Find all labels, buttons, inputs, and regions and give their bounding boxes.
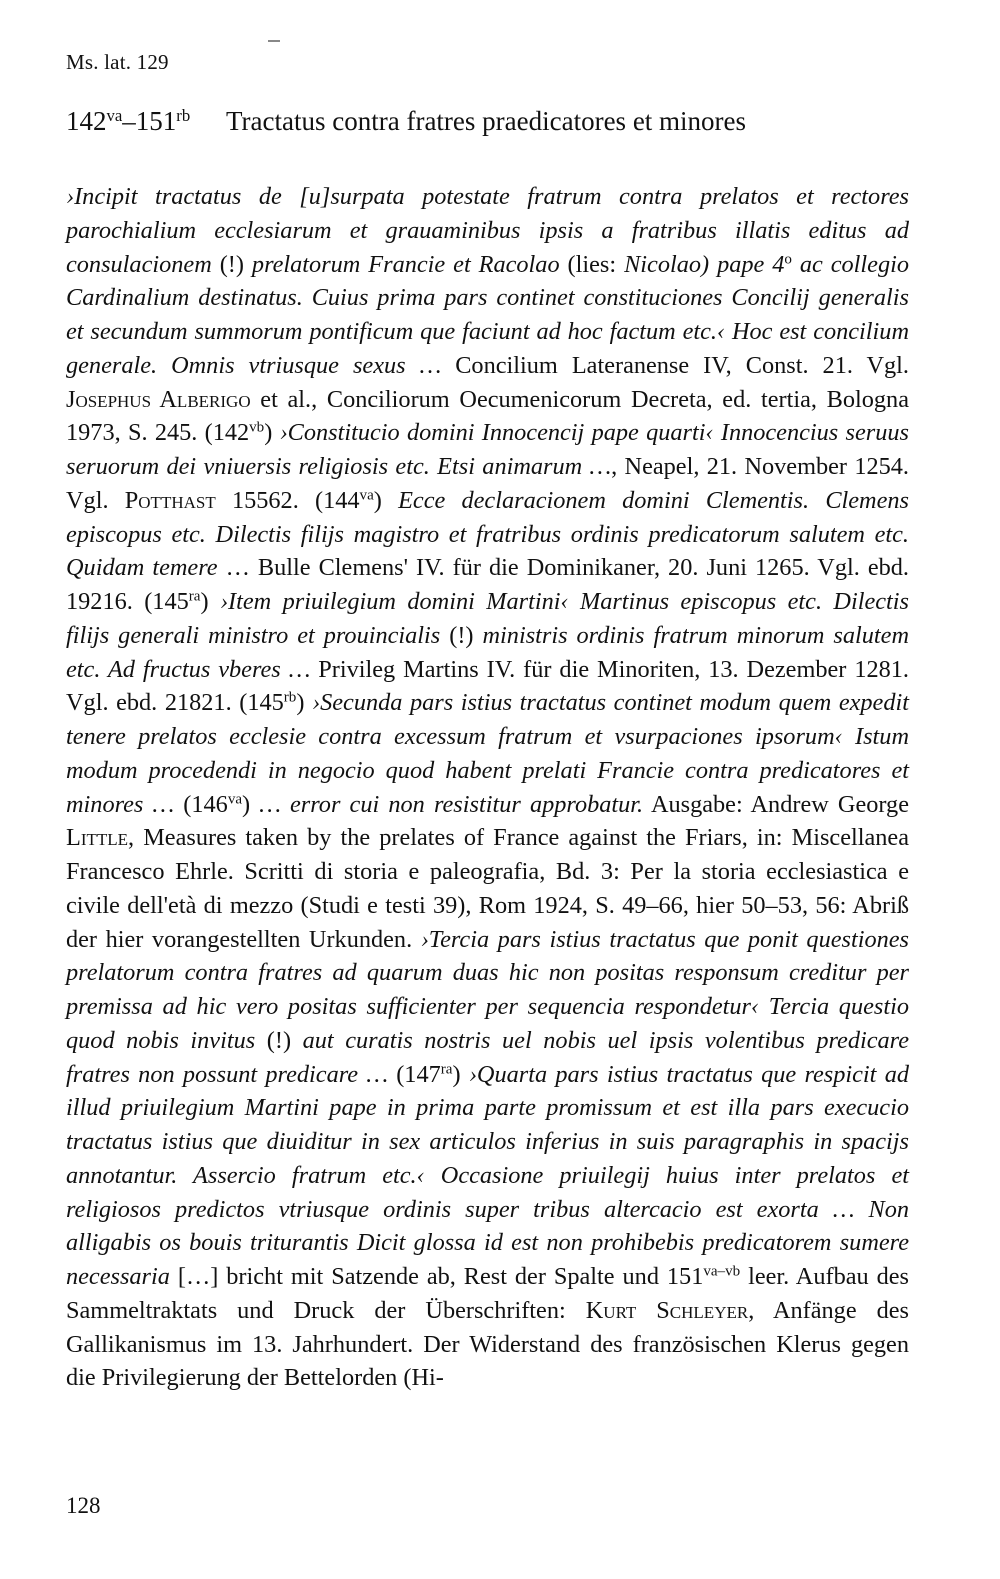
text-run: 15562. (144	[215, 486, 360, 514]
superscript: va	[227, 791, 243, 808]
text-run: (147	[387, 1060, 441, 1088]
text-run: … Bulle Clemens' IV. für die Dominikaner, 20. Juni 1265. Vgl. ebd. 19216. (145	[66, 554, 909, 615]
text-run: et al., Conciliorum Oecumenicorum Decreta, ed. tertia, Bologna 1973, S. 245. (142	[66, 385, 909, 447]
quote-run: … error cui non resistitur approbatur.	[259, 790, 644, 818]
text-run: )	[452, 1060, 469, 1088]
entry-description	[66, 180, 909, 1395]
scan-mark	[268, 40, 280, 42]
text-run: , Anfänge des Gallikanismus im 13. Jahrhundert. Der Widerstand des französischen Klerus gegen die Privilegierung der Bettelorden (Hi-	[66, 1296, 910, 1392]
text-run: Concilium Lateranense IV, Const. 21. Vgl.	[441, 351, 910, 379]
superscript: vb	[249, 419, 265, 436]
quote-run: Nicolao)	[624, 250, 710, 278]
folio-reference	[66, 104, 226, 138]
folio-end: 151	[135, 106, 177, 136]
quote-run: ›Quarta pars istius tractatus que respicit ad illud priuilegium Martini pape in prima parte promissum et est illa pars execucio tractatus istius que diuiditur in sex articulos inferius in suis paragraphis in spacijs annotantur. Assercio fratrum etc.‹ Occasione priuilegij huius inter prelatos et religiosos predictos vtriusque ordinis super tribus altercacio est exorta … Non alligabis os bouis triturantis Dicit glossa id est non prohibebis predicatorem sumere necessaria	[66, 1060, 909, 1290]
folio-start-sup: va	[106, 105, 123, 125]
quote-run: aut curatis nostris uel nobis uel ipsis volentibus predicare fratres non possunt predicare …	[66, 1026, 909, 1088]
quote-run: Ecce declaracionem domini Clementis. Clemens episcopus etc. Dilectis filijs magistro et fratribus ordinis predicatorum salutem etc. Quidam temere	[66, 486, 909, 582]
author-name: Kurt Schleyer	[585, 1296, 749, 1324]
quote-run: ministris ordinis fratrum minorum salutem etc. Ad fructus vberes …	[66, 621, 910, 683]
quote-run: ›Constitucio domini Innocencij pape quarti‹ Innocencius seruus seruorum dei vniuersis religiosis etc. Etsi animarum …	[66, 419, 909, 480]
text-run: )	[242, 790, 260, 818]
folio-end-sup: rb	[176, 105, 191, 125]
superscript: va	[359, 487, 374, 504]
quote-run: ›Item priuilegium domini Martini‹ Martinus episcopus etc. Dilectis filijs generali ministro et prouincialis	[66, 588, 909, 649]
superscript: ra	[188, 588, 201, 605]
page-number: 128	[66, 1493, 101, 1518]
entry-heading	[66, 104, 946, 138]
text-run: leer. Aufbau des Sammeltraktats und Druck der Überschriften:	[66, 1263, 909, 1324]
folio-start: 142	[66, 106, 107, 136]
text-run: (lies:	[559, 250, 625, 278]
text-run: )	[296, 689, 313, 717]
superscript: rb	[283, 689, 297, 706]
entry-title: Tractatus contra fratres praedicatores et minores	[226, 106, 747, 136]
text-run: […] bricht mit Satzende ab, Rest der Spalte und 151	[169, 1263, 704, 1290]
text-run: )	[264, 419, 280, 447]
superscript: o	[784, 251, 792, 268]
running-header: Ms. lat. 129	[66, 50, 169, 74]
text-run: Privileg Martins IV. für die Minoriten, 13. Dezember 1281. Vgl. ebd. 21821. (145	[66, 655, 909, 717]
text-run: )	[373, 486, 399, 514]
quote-run: prelatorum Francie et Racolao	[251, 250, 560, 278]
author-name: Little	[66, 824, 129, 852]
quote-run: ac collegio Cardinalium destinatus. Cuius prima pars continet constituciones Concilij generalis et secundum summorum pontificum que faciunt ad hoc factum etc.‹ Hoc est concilium generale. Omnis vtriusque sexus …	[66, 250, 910, 379]
folio-dash: –	[122, 106, 136, 136]
quote-run: ›Secunda pars istius tractatus continet modum quem expedit tenere prelatos ecclesie contra excessum fratrum et vsurpaciones ipsorum‹ Istum modum procedendi in negocio quod habent prelati Francie contra predicatores et minores …	[66, 689, 909, 818]
text-run: (146	[174, 790, 228, 818]
text-run: )	[200, 588, 220, 615]
superscript: va–vb	[703, 1263, 741, 1280]
quote-run: ›Tercia pars istius tractatus que ponit questiones prelatorum contra fratres ad quarum duas hic non positas responsum creditur per premissa ad hic vero positas sufficienter per sequencia respondetur‹ Tercia questio quod nobis invitus	[66, 925, 909, 1054]
description-paragraph	[66, 180, 909, 1395]
text-run: (!)	[255, 1026, 303, 1054]
superscript: ra	[440, 1061, 453, 1078]
quote-run: pape 4	[709, 250, 785, 278]
text-run: (!)	[440, 621, 483, 649]
text-run: (!)	[211, 250, 252, 278]
author-name: Potthast	[124, 486, 216, 514]
author-name: Josephus Alberigo	[66, 385, 251, 413]
text-run: , Neapel, 21. November 1254. Vgl.	[66, 453, 909, 514]
text-run: Ausgabe: Andrew George	[643, 790, 909, 818]
text-run: , Measures taken by the prelates of France against the Friars, in: Miscellanea Francesco Ehrle. Scritti di storia e paleografia, Bd. 3: Per la storia ecclesiastica e civile dell'età di mezzo (Studi e testi 39), Rom 1924, S. 49–66, hier 50–53, 56: Abriß der hier vorangestellten Urkunden.	[66, 824, 909, 953]
quote-incipit: ›Incipit tractatus de [u]surpata potestate fratrum contra prelatos et rectores parochialium ecclesiarum et grauaminibus ipsis a fratribus illatis editus ad consulacionem	[66, 183, 909, 278]
